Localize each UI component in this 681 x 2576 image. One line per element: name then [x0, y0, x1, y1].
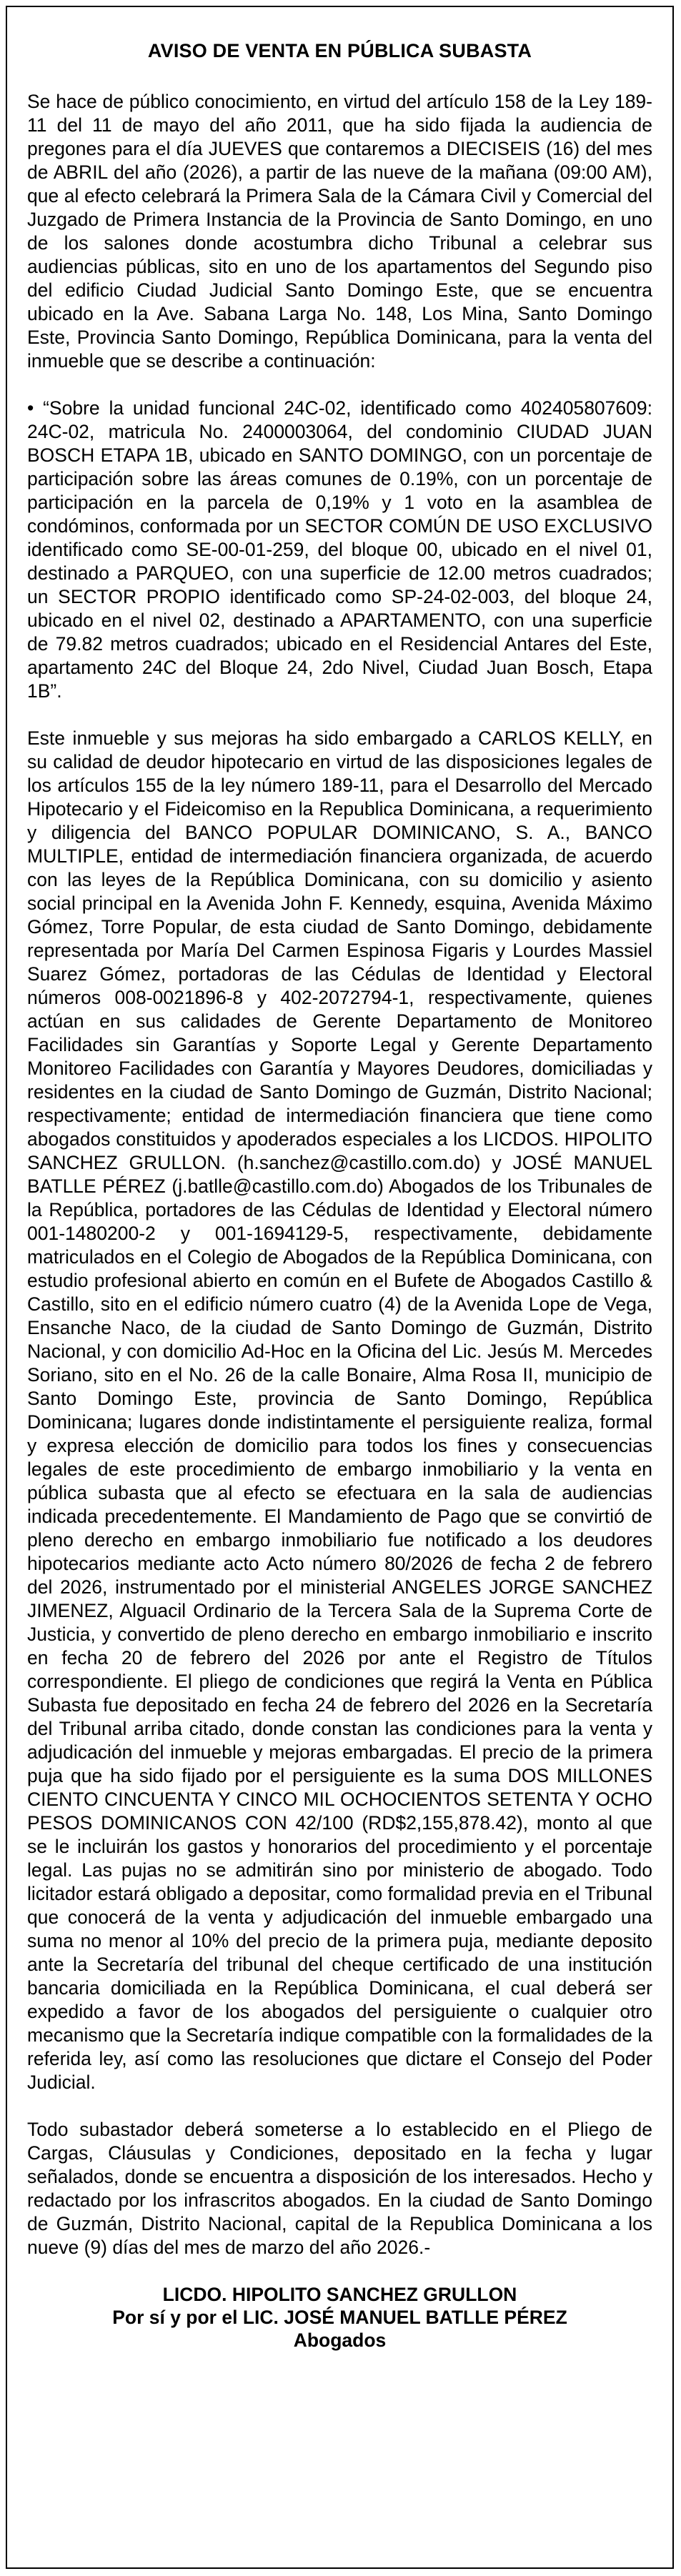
seizure-details-paragraph: Este inmueble y sus mejoras ha sido embargado a CARLOS KELLY, en su calidad de deudor hipotecario en virtud de las disposiciones legales de los artículos 155 de la ley número 189-11, para el Desarrollo del Mercado Hipotecario y el Fideicomiso en la Republica Dominicana, a requerimiento y diligencia del BANCO POPULAR DOMINICANO, S. A., BANCO MULTIPLE, entidad de intermediación financiera organizada, de acuerdo con las leyes de la República Dominicana, con su domicilio y asiento social principal en la Avenida John F. Kennedy, esquina, Avenida Máximo Gómez, Torre Popular, de esta ciudad de Santo Domingo, debidamente representada por María Del Carmen Espinosa Figaris y Lourdes Massiel Suarez Gómez, portadoras de las Cédulas de Identidad y Electoral números 008-0021896-8 y 402-2072794-1, respectivamente, quienes actúan en sus calidades de Gerente Departamento de Monitoreo Facilidades sin Garantías y Soporte Legal y Gerente Departamento Monitoreo Facilidades con Garantía y Mayores Deudores, domiciliadas y residentes en la ciudad de Santo Domingo de Guzmán, Distrito Nacional; respectivamente; entidad de intermediación financiera que tiene como abogados constituidos y apoderados especiales a los LICDOS. HIPOLITO SANCHEZ GRULLON. (h.sanchez@castillo.com.do) y JOSÉ MANUEL BATLLE PÉREZ (j.batlle@castillo.com.do) Abogados de los Tribunales de la República, portadores de las Cédulas de Identidad y Electoral número 001-1480200-2 y 001-1694129-5, respectivamente, debidamente matriculados en el Colegio de Abogados de la República Dominicana, con estudio profesional abierto en común en el Bufete de Abogados Castillo & Castillo, sito en el edificio número cuatro (4) de la Avenida Lope de Vega, Ensanche Naco, de la ciudad de Santo Domingo de Guzmán, Distrito Nacional, y con domicilio Ad-Hoc en la Oficina del Lic. Jesús M. Mercedes Soriano, sito en el No. 26 de la calle Bonaire, Alma Rosa II, municipio de Santo Domingo Este, provincia de Santo Domingo, República Dominicana; lugares donde indistintamente el persiguiente realiza, formal y expresa elección de domicilio para todos los fines y consecuencias legales de este procedimiento de embargo inmobiliario y la venta en pública subasta que al efecto se efectuara en la sala de audiencias indicada precedentemente. El Mandamiento de Pago que se convirtió de pleno derecho en embargo inmobiliario fue notificado a los deudores hipotecarios mediante acto Acto número 80/2026 de fecha 2 de febrero del 2026, instrumentado por el ministerial ANGELES JORGE SANCHEZ JIMENEZ, Alguacil Ordinario de la Tercera Sala de la Suprema Corte de Justicia, y convertido de pleno derecho en embargo inmobiliario e inscrito en fecha 20 de febrero del 2026 por ante el Registro de Títulos correspondiente. El pliego de condiciones que regirá la Venta en Pública Subasta fue depositado en fecha 24 de febrero del 2026 en la Secretaría del Tribunal arriba citado, donde constan las condiciones para la venta y adjudicación del inmueble y mejoras embargadas. El precio de la primera puja que ha sido fijado por el persiguiente es la suma DOS MILLONES CIENTO CINCUENTA Y CINCO MIL OCHOCIENTOS SETENTA Y OCHO PESOS DOMINICANOS CON 42/100 (RD$2,155,878.42), monto al que se le incluirán los gastos y honorarios del procedimiento y el porcentaje legal. Las pujas no se admitirán sino por ministerio de abogado. Todo licitador estará obligado a depositar, como formalidad previa en el Tribunal que conocerá de la venta y adjudicación del inmueble embargado una suma no menor al 10% del precio de la primera puja, mediante deposito ante la Secretaría del tribunal del cheque certificado de una institución bancaria domiciliada en la República Dominicana, el cual deberá ser expedido a favor de los abogados del persiguiente o cualquier otro mecanismo que la Secretaría indique compatible con la formalidades de la referida ley, así como las resoluciones que dictare el Consejo del Poder Judicial. — [27, 727, 652, 2093]
intro-paragraph: Se hace de público conocimiento, en virtud del artículo 158 de la Ley 189-11 del 11 de mayo del año 2011, que ha sido fijada la audiencia de pregones para el día JUEVES que contaremos a DIECISEIS (16) del mes de ABRIL del año (2026), a partir de las nueve de la mañana (09:00 AM), que al efecto celebrará la Primera Sala de la Cámara Civil y Comercial del Juzgado de Primera Instancia de la Provincia de Santo Domingo, en uno de los salones donde acostumbra dicho Tribunal a celebrar sus audiencias públicas, sito en uno de los apartamentos del Segundo piso del edificio Ciudad Judicial Santo Domingo Este, que se encuentra ubicado en la Ave. Sabana Larga No. 148, Los Mina, Santo Domingo Este, Provincia Santo Domingo, República Dominicana, para la venta del inmueble que se describe a continuación: — [27, 91, 652, 372]
signature-role: Abogados — [293, 2329, 387, 2351]
notice-content — [27, 39, 652, 2352]
signature-lawyer-name: LICDO. HIPOLITO SANCHEZ GRULLON — [162, 2284, 517, 2305]
notice-title: AVISO DE VENTA EN PÚBLICA SUBASTA — [147, 40, 532, 61]
notice-frame — [6, 6, 674, 2569]
property-description-paragraph: • “Sobre la unidad funcional 24C-02, identificado como 402405807609: 24C-02, matricula No. 2400003064, del condominio CIUDAD JUAN BOSCH ETAPA 1B, ubicado en SANTO DOMINGO, con un porcentaje de participación sobre las áreas comunes de 0.19%, con un porcentaje de participación en la parcela de 0,19% y 1 voto en la asamblea de condóminos, conformada por un SECTOR COMÚN DE USO EXCLUSIVO identificado como SE-00-01-259, del bloque 00, ubicado en el nivel 01, destinado a PARQUEO, con una superficie de 12.00 metros cuadrados; un SECTOR PROPIO identificado como SP-24-02-003, del bloque 24, ubicado en el nivel 02, destinado a APARTAMENTO, con una superficie de 79.82 metros cuadrados; ubicado en el Residencial Antares del Este, apartamento 24C del Bloque 24, 2do Nivel, Ciudad Juan Bosch, Etapa 1B”. — [27, 397, 652, 702]
signature-block — [27, 2283, 652, 2352]
signature-co-lawyer: Por sí y por el LIC. JOSÉ MANUEL BATLLE PÉREZ — [112, 2307, 567, 2328]
closing-paragraph: Todo subastador deberá someterse a lo establecido en el Pliego de Cargas, Cláusulas y Condiciones, depositado en la fecha y lugar señalados, donde se encuentra a disposición de los interesados. Hecho y redactado por los infrascritos abogados. En la ciudad de Santo Domingo de Guzmán, Distrito Nacional, capital de la Republica Dominicana a los nueve (9) días del mes de marzo del año 2026.- — [27, 2119, 652, 2258]
